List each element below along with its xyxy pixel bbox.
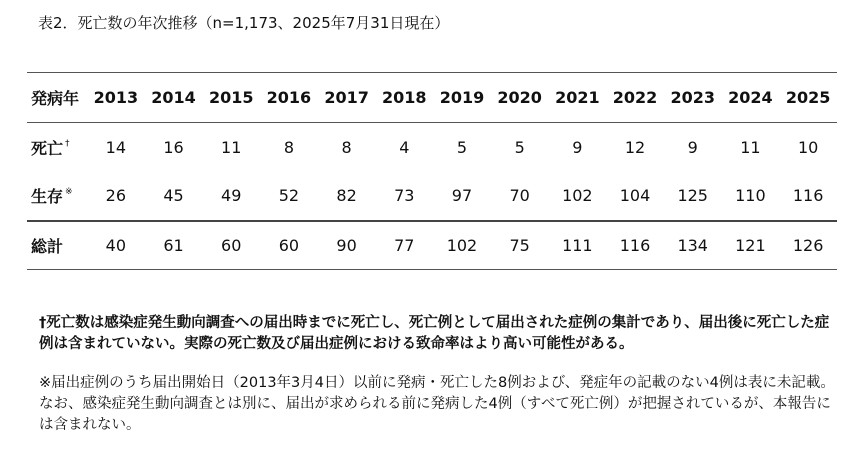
survivors-row <box>27 172 837 221</box>
header-onset-year: 発病年 <box>31 89 80 108</box>
year-header: 2015 <box>208 88 254 107</box>
table-cell: 111 <box>549 221 607 270</box>
year-header: 2024 <box>728 88 773 107</box>
table-cell: 60 <box>202 221 260 270</box>
table-cell: 60 <box>260 221 318 270</box>
year-header: 2017 <box>324 88 369 107</box>
table-cell: 8 <box>318 123 376 172</box>
death-count-table <box>27 72 837 270</box>
table-cell: 125 <box>677 186 708 205</box>
table-cell: 116 <box>606 221 664 270</box>
table-caption: 表2．死亡数の年次推移（n=1,173、2025年7月31日現在） <box>38 14 450 32</box>
table-cell: 52 <box>278 186 300 205</box>
deaths-row <box>27 123 837 172</box>
table-cell: 5 <box>491 123 549 172</box>
table-cell: 11 <box>722 123 780 172</box>
header-row <box>27 73 837 123</box>
table-cell: 75 <box>491 221 549 270</box>
table-cell: 110 <box>735 186 766 205</box>
table-cell: 49 <box>221 186 242 205</box>
year-header: 2021 <box>555 88 600 107</box>
year-header: 2018 <box>382 88 427 107</box>
year-header: 2016 <box>266 88 312 107</box>
table-cell: 8 <box>260 123 318 172</box>
table-cell: 70 <box>509 186 530 205</box>
row-label-text: 死亡 <box>31 138 64 158</box>
year-header: 2020 <box>497 88 542 107</box>
table-cell: 14 <box>87 123 145 172</box>
table-cell: 11 <box>202 123 260 172</box>
table-cell: 10 <box>779 123 837 172</box>
table-cell: 116 <box>792 186 824 205</box>
table-cell: 121 <box>722 221 780 270</box>
footnote-mark: † <box>65 138 70 149</box>
year-header: 2023 <box>670 88 715 107</box>
table-cell: 5 <box>433 123 491 172</box>
table-cell: 45 <box>163 186 184 205</box>
table-cell: 126 <box>779 221 837 270</box>
row-label <box>27 221 87 270</box>
table-cell: 16 <box>145 123 203 172</box>
table-cell: 102 <box>433 221 491 270</box>
year-header: 2025 <box>785 88 831 107</box>
footnote-mark: ※ <box>65 187 73 197</box>
year-header: 2014 <box>151 88 196 107</box>
table-cell: 9 <box>664 123 722 172</box>
year-header: 2013 <box>93 88 139 107</box>
table-cell: 61 <box>145 221 203 270</box>
row-label <box>27 123 87 172</box>
year-header: 2022 <box>612 88 658 107</box>
dagger-footnote: †死亡数は感染症発生動向調査への届出時までに死亡し、死亡例として届出された症例の集計であり、届出後に死亡した症例は含まれていない。実際の死亡数及び届出症例における致命率はより高い可能性がある。 <box>39 315 830 352</box>
table-cell: 40 <box>87 221 145 270</box>
row-label-text: 総計 <box>31 236 64 256</box>
table-cell: 97 <box>451 186 473 205</box>
table-cell: 26 <box>105 186 127 205</box>
table-cell: 4 <box>375 123 433 172</box>
table-cell: 90 <box>318 221 376 270</box>
table-cell: 77 <box>375 221 433 270</box>
table-cell: 82 <box>336 186 357 205</box>
asterisk-footnote: ※届出症例のうち届出開始日（2013年3月4日）以前に発病・死亡した8例および、発症年の記載のない4例は表に未記載。なお、感染症発生動向調査とは別に、届出が求められる前に発病した4例（すべて死亡例）が把握されているが、本報告には含まれない。 <box>39 375 835 433</box>
year-header: 2019 <box>439 88 485 107</box>
row-label-text: 生存 <box>31 187 64 206</box>
table-cell: 102 <box>562 186 593 205</box>
total-row <box>27 221 837 270</box>
table-cell: 134 <box>664 221 722 270</box>
row-label <box>27 172 87 221</box>
table-cell: 73 <box>394 186 415 205</box>
table-cell: 9 <box>549 123 607 172</box>
table-cell: 12 <box>606 123 664 172</box>
table-cell: 104 <box>619 186 651 205</box>
